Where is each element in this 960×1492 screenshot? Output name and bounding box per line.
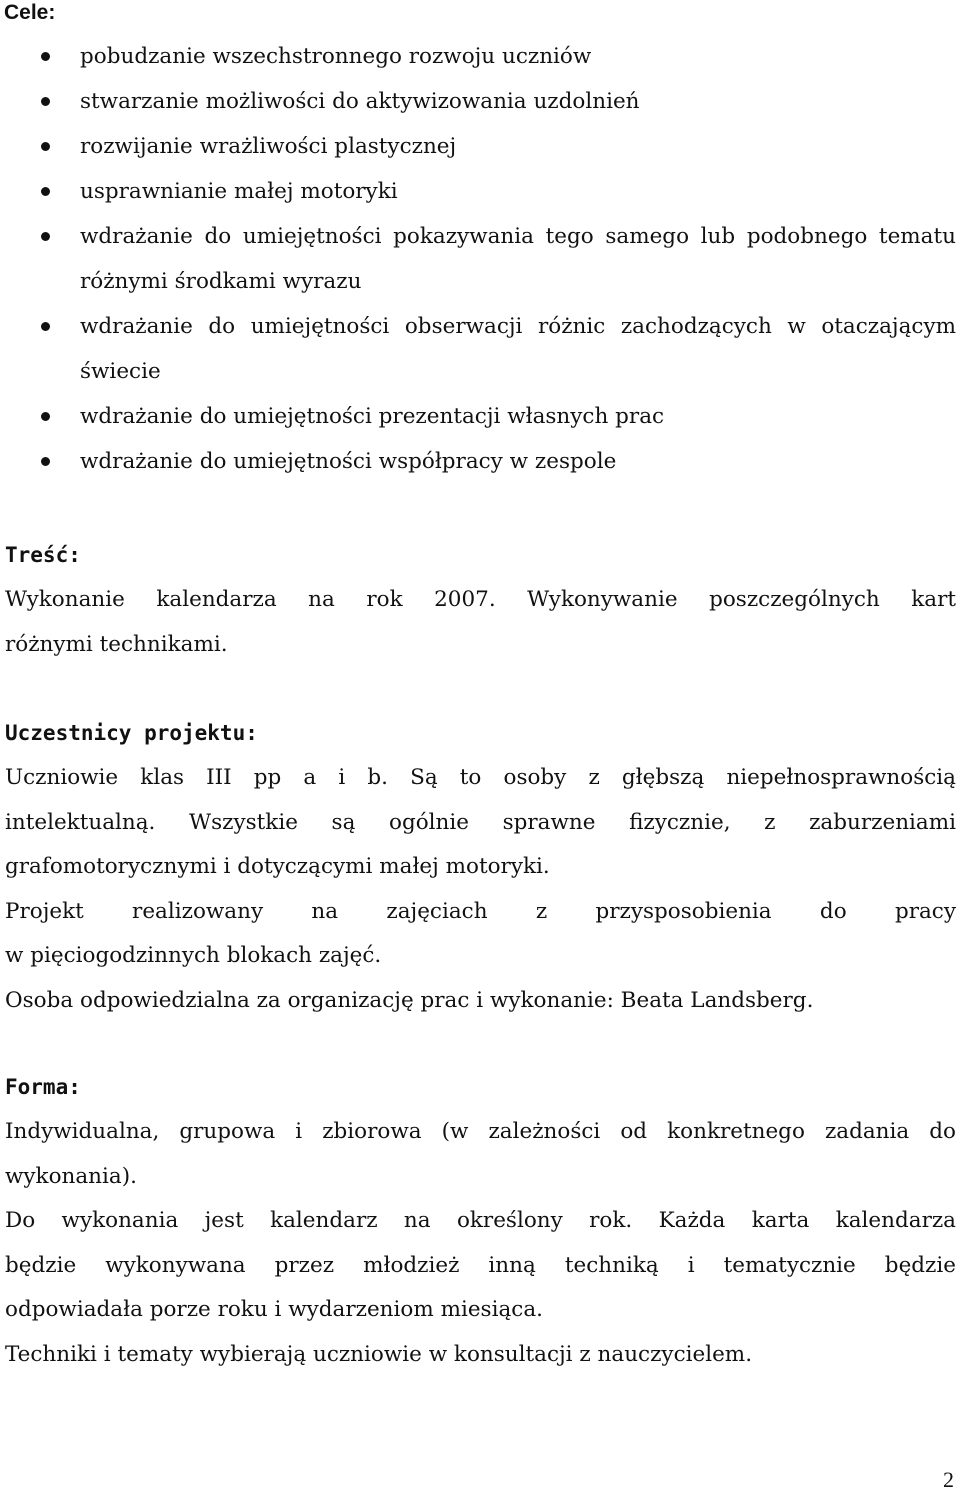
text-line: Techniki i tematy wybierają uczniowie w konsultacji z nauczycielem. xyxy=(5,1341,753,1367)
text-line: grafomotorycznymi i dotyczącymi małej motoryki. xyxy=(5,854,550,879)
tresc-heading: Treść: xyxy=(5,543,81,567)
uczestnicy-heading: Uczestnicy projektu: xyxy=(5,721,258,745)
text-line: Osoba odpowiedzialna za organizację prac i wykonanie: Beata Landsberg. xyxy=(5,987,814,1013)
uczestnicy-paragraph xyxy=(5,756,956,1023)
forma-heading: Forma: xyxy=(5,1075,81,1099)
bullet-icon xyxy=(41,187,50,196)
page-number: 2 xyxy=(943,1467,954,1492)
forma-paragraph xyxy=(5,1110,956,1377)
bullet-icon xyxy=(41,322,50,331)
goals-list xyxy=(0,34,956,484)
list-item: pobudzanie wszechstronnego rozwoju uczniów xyxy=(0,34,956,79)
text-line: Projekt realizowany na zajęciach z przysposobienia do pracy xyxy=(5,898,956,924)
text-line: Uczniowie klas III pp a i b. Są to osoby z głębszą niepełnosprawnością xyxy=(5,765,956,790)
text-line: odpowiadała porze roku i wydarzeniom miesiąca. xyxy=(5,1297,543,1322)
text-line: Do wykonania jest kalendarz na określony rok. Każda karta kalendarza xyxy=(5,1208,956,1233)
bullet-icon xyxy=(41,457,50,466)
text-line: różnymi technikami. xyxy=(5,631,228,657)
list-item: wdrażanie do umiejętności obserwacji różnic zachodzących w otaczającym świecie xyxy=(0,304,956,394)
text-line: będzie wykonywana przez młodzież inną techniką i tematycznie będzie xyxy=(5,1252,956,1278)
list-item: wdrażanie do umiejętności prezentacji własnych prac xyxy=(0,394,956,439)
list-item: wdrażanie do umiejętności pokazywania tego samego lub podobnego tematu różnymi środkami wyrazu xyxy=(0,214,956,304)
list-item: rozwijanie wrażliwości plastycznej xyxy=(0,124,956,169)
text-line: Wykonanie kalendarza na rok 2007. Wykonywanie poszczególnych kart xyxy=(5,587,956,612)
cele-heading: Cele: xyxy=(4,1,56,24)
list-item: stwarzanie możliwości do aktywizowania uzdolnień xyxy=(0,79,956,124)
bullet-icon xyxy=(41,97,50,106)
text-line: w pięciogodzinnych blokach zajęć. xyxy=(5,943,382,968)
bullet-icon xyxy=(41,412,50,421)
list-item: usprawnianie małej motoryki xyxy=(0,169,956,214)
text-line: wykonania). xyxy=(5,1163,137,1189)
bullet-icon xyxy=(41,142,50,151)
tresc-paragraph xyxy=(5,578,956,667)
bullet-icon xyxy=(41,232,50,241)
text-line: Indywidualna, grupowa i zbiorowa (w zależności od konkretnego zadania do xyxy=(5,1119,956,1144)
bullet-icon xyxy=(41,52,50,61)
list-item: wdrażanie do umiejętności współpracy w zespole xyxy=(0,439,956,484)
text-line: intelektualną. Wszystkie są ogólnie sprawne fizycznie, z zaburzeniami xyxy=(5,809,956,835)
